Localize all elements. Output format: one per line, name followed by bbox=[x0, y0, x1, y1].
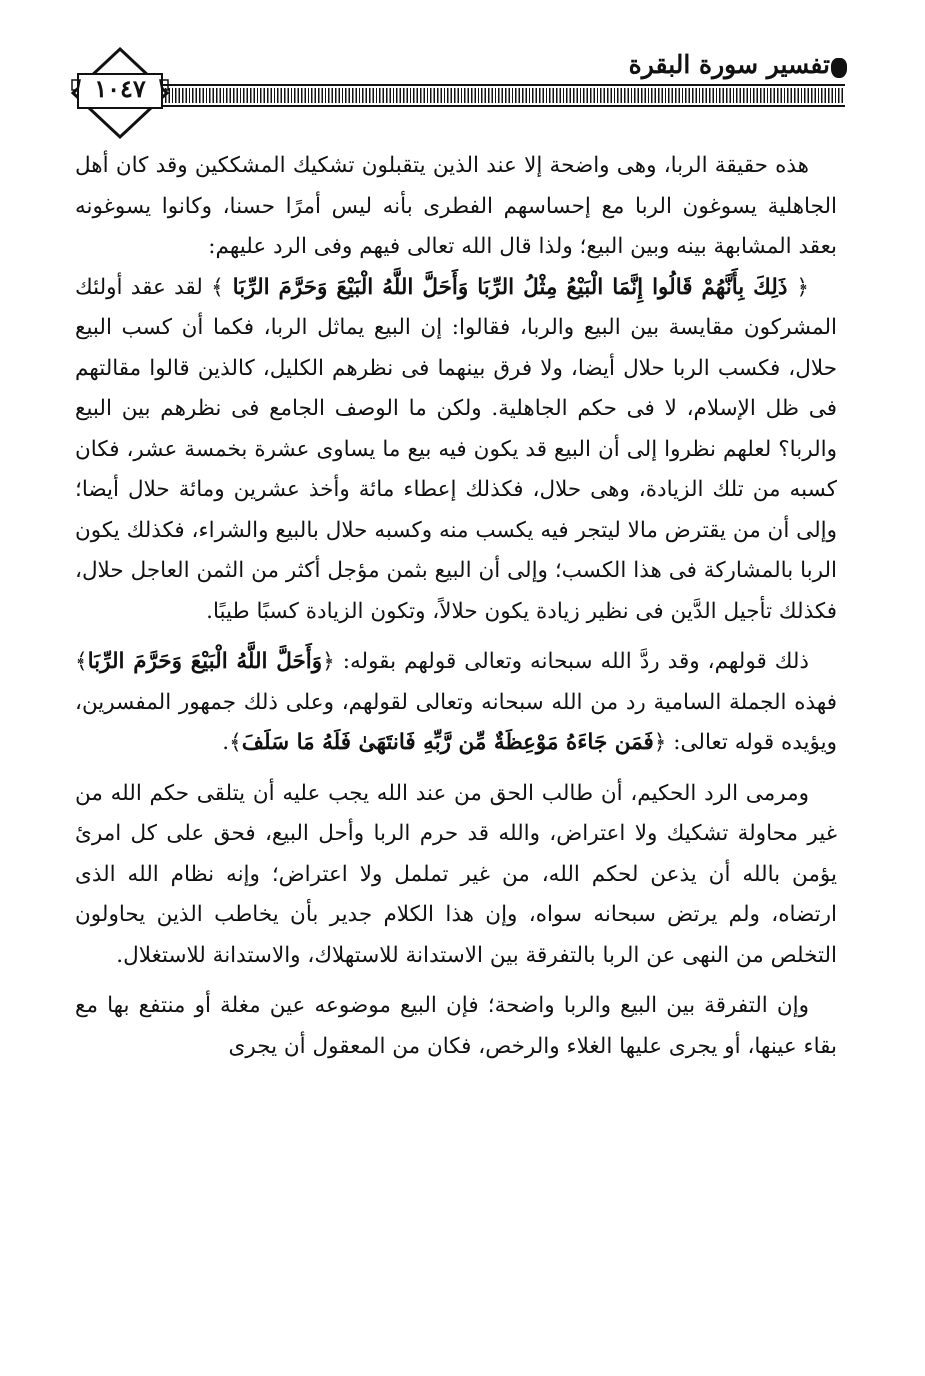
paragraph-p5 bbox=[75, 986, 837, 1067]
paragraph-p2 bbox=[75, 268, 837, 633]
paragraph-gap bbox=[75, 976, 837, 986]
paragraph-gap bbox=[75, 764, 837, 774]
title-ornament-icon bbox=[831, 58, 847, 78]
header-hatched-rule bbox=[148, 88, 845, 103]
header-rule-top bbox=[148, 84, 845, 86]
ornate-bracket: ﴾ bbox=[229, 730, 242, 755]
commentary-text: . bbox=[222, 730, 230, 755]
paragraph-p4 bbox=[75, 774, 837, 977]
commentary-text: لقد عقد أولئك المشركون مقايسة بين البيع والربا، فقالوا: إن البيع يماثل الربا، فكما أن كسب البيع حلال، فكسب الربا حلال أيضا، ولا فرق بينهما فى نظرهم الكليل، كالذين قالوا مقالتهم فى ظل الإسلام، لا فى حكم الجاهلية. ولكن ما الوصف الجامع فى نظرهم بين البيع والربا؟ لعلهم نظروا إلى أن البيع قد يكون فيه بيع ما يساوى عشرة بخمسة عشر، فكان كسبه من تلك الزيادة، وهى حلال، فكذلك إعطاء مائة وأخذ عشرين ومائة حلال أيضا؛ وإلى أن من يقترض مالا ليتجر فيه يكسب منه وكسبه حلال بالبيع والشراء، فكذلك يكون الربا بالمشاركة فى هذا الكسب؛ وإلى أن البيع بثمن مؤجل أكثر من الثمن العاجل حلال، فكذلك تأجيل الدَّين فى نظير زيادة يكون حلالاً، وتكون الزيادة كسبًا طيبًا. bbox=[75, 274, 837, 624]
page-header bbox=[0, 0, 925, 150]
quran-verse: ذَلِكَ بِأَنَّهُمْ قَالُوا إِنَّمَا الْبَيْعُ مِثْلُ الرِّبَا وَأَحَلَّ اللَّهُ الْبَيْعَ وَحَرَّمَ الرِّبَا bbox=[223, 274, 797, 300]
running-title: تفسير سورة البقرة bbox=[628, 50, 830, 79]
body-text bbox=[75, 146, 837, 1067]
paragraph-p1 bbox=[75, 146, 837, 268]
paragraph-p3 bbox=[75, 642, 837, 764]
commentary-text: ومرمى الرد الحكيم، أن طالب الحق من عند الله يجب عليه أن يتلقى حكم الله من غير محاولة تشكيك ولا اعتراض، والله قد حرم الربا وأحل البيع، فحق على كل امرئ يؤمن بالله أن يذعن لحكم الله، من غير تململ ولا اعتراض؛ وإنه نظام الله الذى ارتضاه، ولم يرتض سبحانه سواه، وإن هذا الكلام جدير بأن يخاطب الذين يحاولون التخلص من النهى عن الربا بالتفرقة بين الاستدانة للاستهلاك، والاستدانة للاستغلال. bbox=[75, 780, 837, 968]
commentary-text: هذه حقيقة الربا، وهى واضحة إلا عند الذين يتقبلون تشكيك المشككين وقد كان أهل الجاهلية يسوغون الربا مع إحساسهم الفطرى بأنه ليس أمرًا حسنا، وكانوا يسوغونه بعقد المشابهة بينه وبين البيع؛ ولذا قال الله تعالى فيهم وفى الرد عليهم: bbox=[75, 153, 837, 259]
commentary-text: وإن التفرقة بين البيع والربا واضحة؛ فإن البيع موضوعه عين مغلة أو منتفع بها مع بقاء عينها، أو يجرى عليها الغلاء والرخص، فكان من المعقول أن يجرى bbox=[75, 993, 837, 1059]
quran-verse: فَمَن جَاءَهُ مَوْعِظَةٌ مِّن رَّبِّهِ فَانتَهَىٰ فَلَهُ مَا سَلَفَ bbox=[241, 730, 654, 755]
ornate-bracket: ﴿ bbox=[796, 274, 809, 300]
commentary-text: فهذه الجملة السامية رد من الله سبحانه وتعالى لقولهم، وعلى ذلك جمهور المفسرين، ويؤيده قوله تعالى: bbox=[75, 689, 837, 755]
header-rule-bottom bbox=[148, 105, 845, 107]
ornate-bracket: ﴿ bbox=[653, 730, 667, 755]
paragraph-gap bbox=[75, 632, 837, 642]
ornate-bracket: ﴾ bbox=[211, 274, 224, 300]
page-number: ١٠٤٧ bbox=[94, 74, 146, 103]
ornate-bracket: ﴿ bbox=[322, 649, 335, 674]
commentary-text: ذلك قولهم، وقد ردَّ الله سبحانه وتعالى قولهم بقوله: bbox=[334, 649, 810, 674]
ornate-bracket: ﴾ bbox=[75, 649, 88, 674]
quran-verse: وَأَحَلَّ اللَّهُ الْبَيْعَ وَحَرَّمَ الرِّبَا bbox=[87, 649, 323, 674]
